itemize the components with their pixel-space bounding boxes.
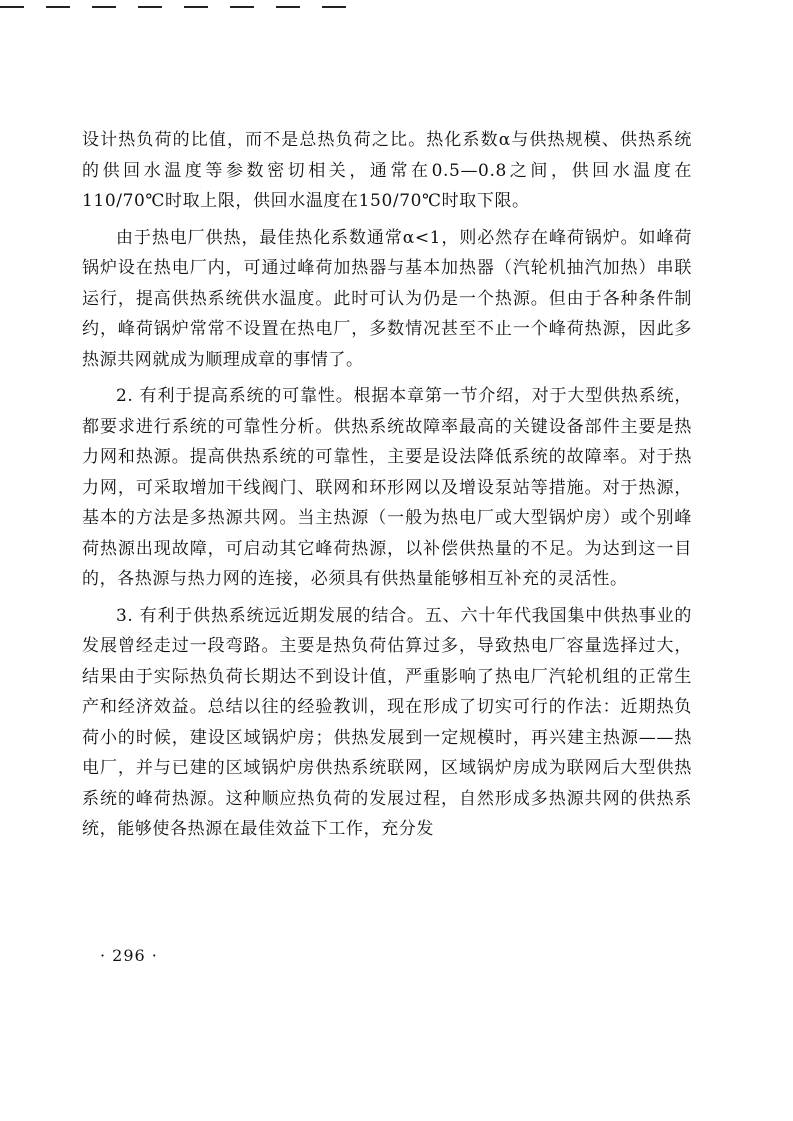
header-dash [184, 6, 208, 8]
header-dash [230, 6, 254, 8]
header-rule [0, 6, 400, 10]
paragraph-reliability: 2. 有利于提高系统的可靠性。根据本章第一节介绍，对于大型供热系统，都要求进行系统的可靠性分析。供热系统故障率最高的关键设备部件主要是热力网和热源。提高供热系统的可靠性，主要是设法降低系统的故障率。对于热力网，可采取增加干线阀门、联网和环形网以及增设泵站等措施。对于热源，基本的方法是多热源共网。当主热源（一般为热电厂或大型锅炉房）或个别峰荷热源出现故障，可启动其它峰荷热源，以补偿供热量的不足。为达到这一目的，各热源与热力网的连接，必须具有供热量能够相互补充的灵活性。 [82, 386, 692, 589]
paragraph-peak-boiler: 由于热电厂供热，最佳热化系数通常α<1，则必然存在峰荷锅炉。如峰荷锅炉设在热电厂内，可通过峰荷加热器与基本加热器（汽轮机抽汽加热）串联运行，提高供热系统供水温度。此时可认为仍是一个热源。但由于各种条件制约，峰荷锅炉常常不设置在热电厂，多数情况甚至不止一个峰荷热源，因此多热源共网就成为顺理成章的事情了。 [82, 227, 692, 370]
header-dash [0, 6, 24, 8]
header-dash [138, 6, 162, 8]
page-number: · 296 · [100, 946, 158, 965]
paragraph-development: 3. 有利于供热系统远近期发展的结合。五、六十年代我国集中供热事业的发展曾经走过一段弯路。主要是热负荷估算过多，导致热电厂容量选择过大，结果由于实际热负荷长期达不到设计值，严重影响了热电厂汽轮机组的正常生产和经济效益。总结以往的经验教训，现在形成了切实可行的作法：近期热负荷小的时候，建设区域锅炉房；供热发展到一定规模时，再兴建主热源——热电厂，并与已建的区域锅炉房供热系统联网，区域锅炉房成为联网后大型供热系统的峰荷热源。这种顺应热负荷的发展过程，自然形成多热源共网的供热系统，能够使各热源在最佳效益下工作，充分发 [82, 605, 692, 839]
page-body [82, 125, 692, 845]
header-dash [276, 6, 300, 8]
header-dash [46, 6, 70, 8]
paragraph-continuation: 设计热负荷的比值，而不是总热负荷之比。热化系数α与供热规模、供热系统的供回水温度等参数密切相关，通常在0.5—0.8之间，供回水温度在110/70℃时取上限，供回水温度在150/70℃时取下限。 [82, 130, 692, 211]
header-dash [322, 6, 346, 8]
header-dash [92, 6, 116, 8]
